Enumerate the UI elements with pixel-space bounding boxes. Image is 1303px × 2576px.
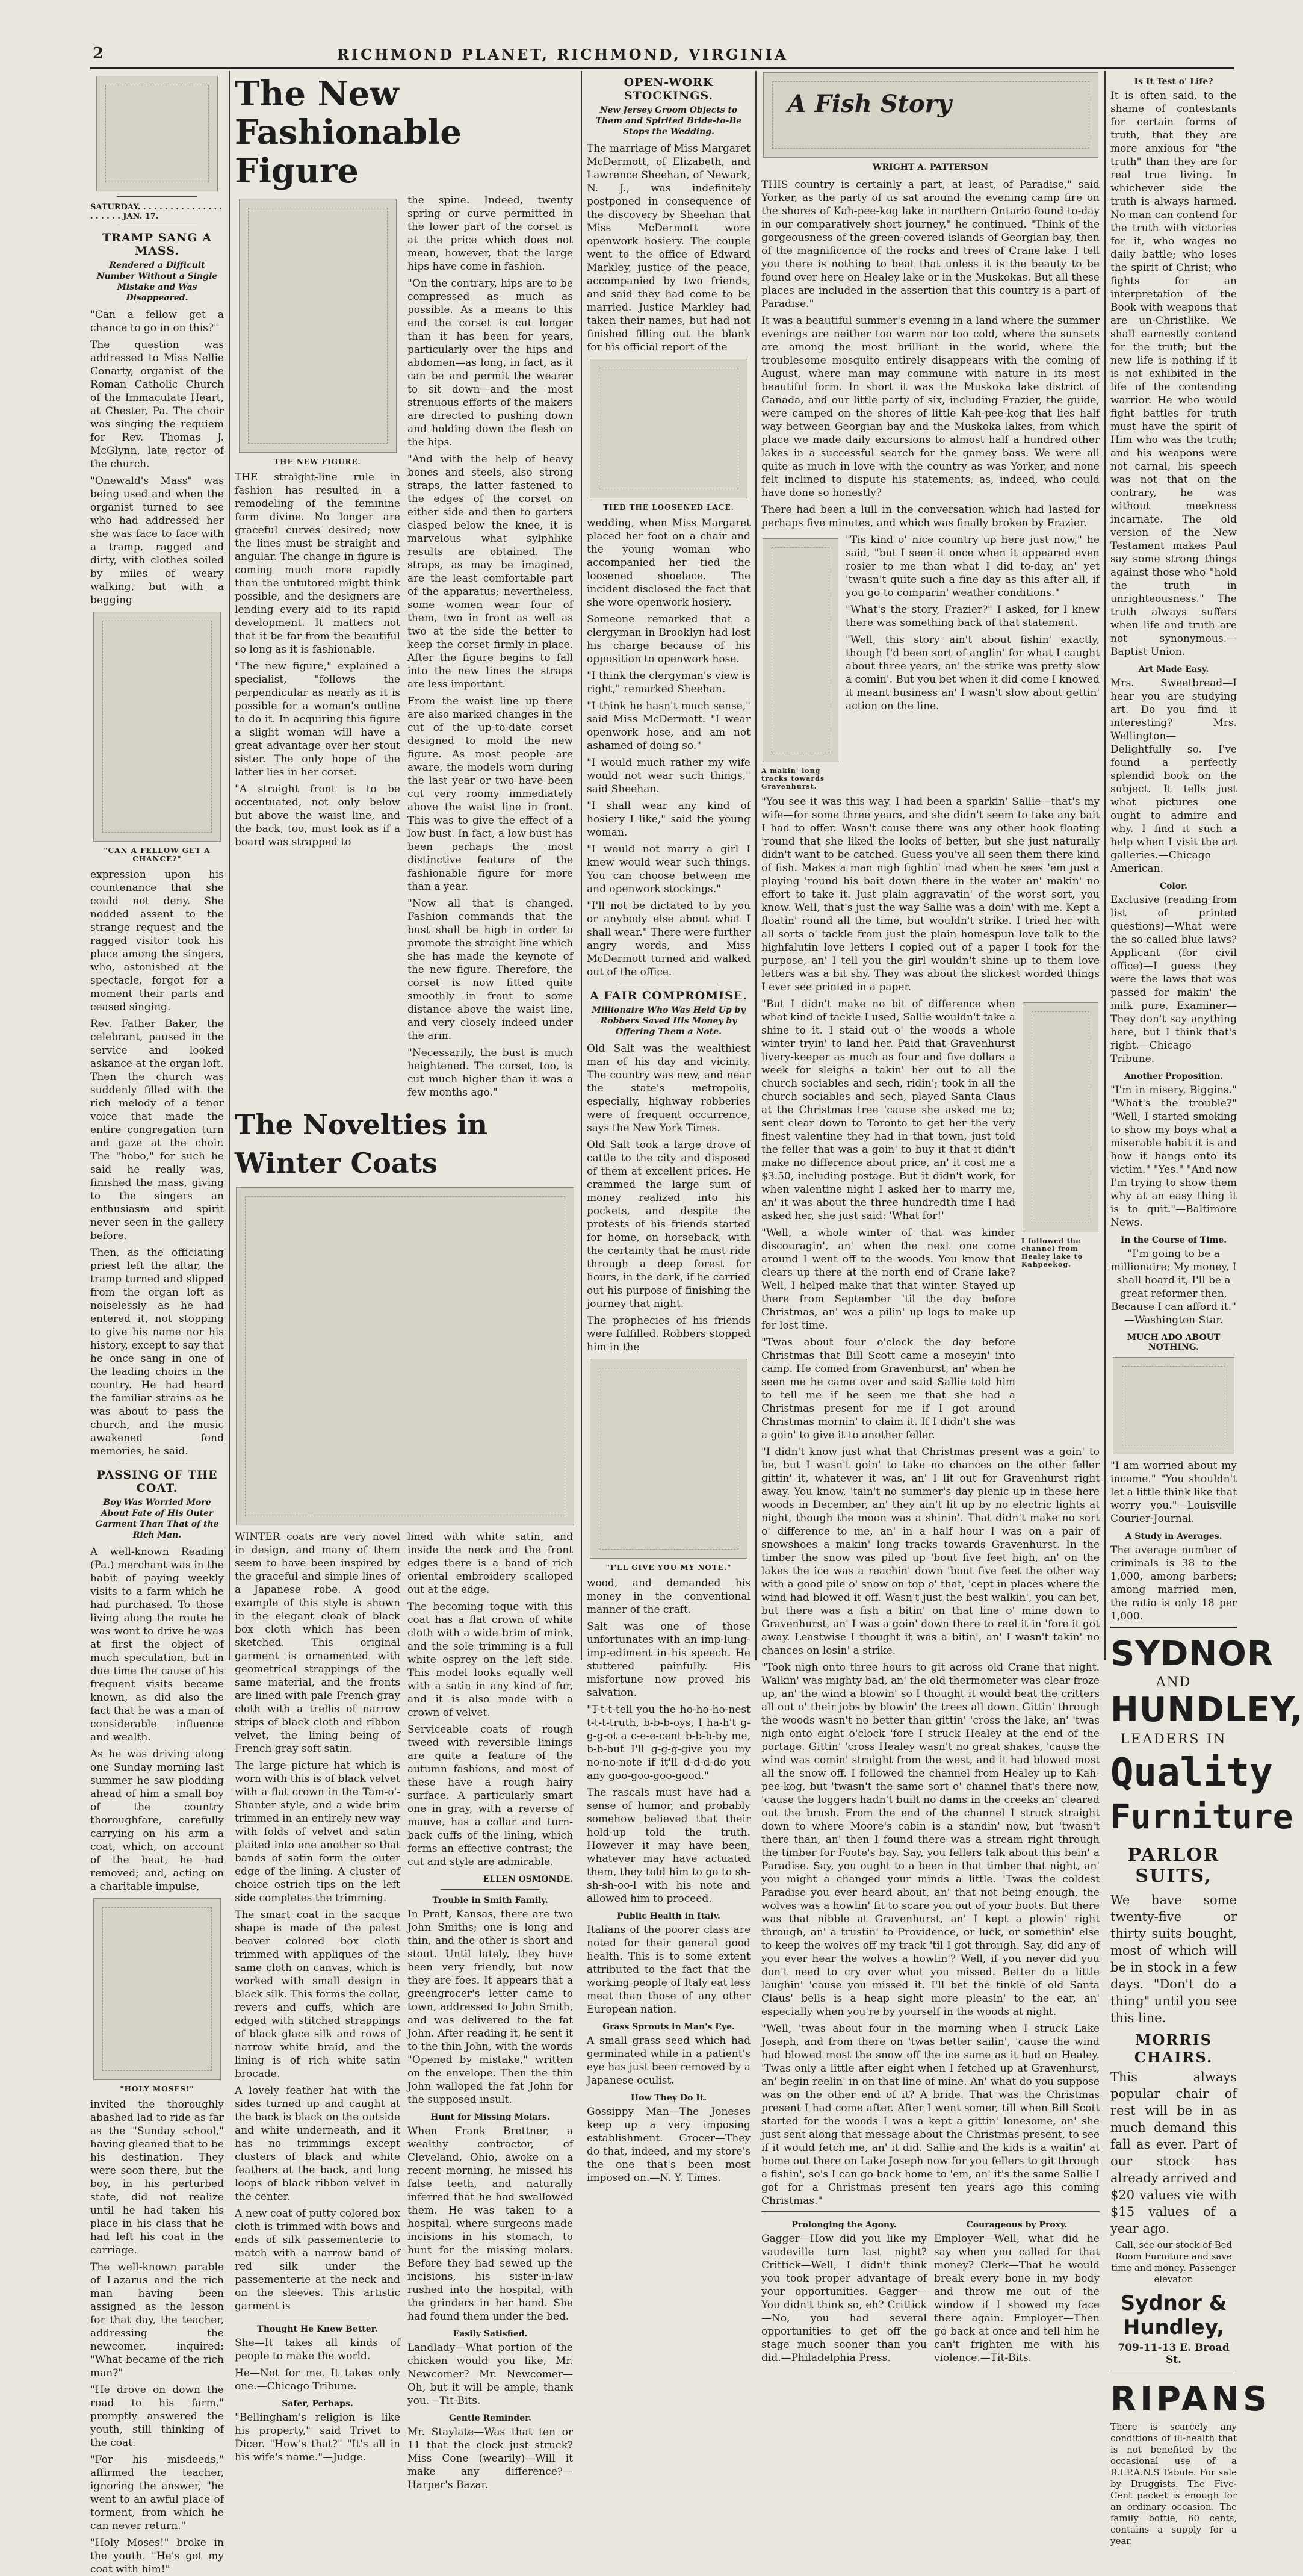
article-title: In the Course of Time.: [1120, 1235, 1227, 1245]
ad-and: AND: [1156, 1675, 1192, 1690]
lady-illustration: [1113, 1357, 1234, 1454]
article-title: Trouble in Smith Family.: [432, 1896, 548, 1905]
article-subtitle: Millionaire Who Was Held Up by Robbers Saved His Money by Offering Them a Note.: [592, 1005, 746, 1037]
caption: I followed the channel from Healey lake to Kahpeekog.: [1021, 1237, 1083, 1268]
paragraph: A new coat of putty colored box cloth is trimmed with bows and ends of silk passementerie to match with a narrow band of red silk under the passementerie at the neck and on the sleeves. This artistic garment is: [235, 2208, 400, 2312]
paragraph: Then, as the officiating priest left the altar, the tramp turned and slipped from the organ loft as noiselessly as he had entered it, not stopping to give his name nor his history, except to say that he once sang in one of the leading choirs in the country. He had heard the familiar strains as he was about to pass the church, and the music awakened fond memories, he said.: [90, 1247, 224, 1457]
paragraph: "I think the clergyman's view is right," remarked Sheehan.: [587, 670, 751, 695]
paragraph: "Twas about four o'clock the day before Christmas that Bill Scott came a moseyin' into camp. He comed from Gravenhurst, an' when he seen me he came over and said Sallie told him to tell me if he seen me that she had a Christmas present for me if I got around Christmas mornin' to claim it. If I didn't she was a goin' to give it to another feller.: [761, 1336, 1015, 1441]
ad-body: There is scarcely any conditions of ill-health that is not benefited by the occasional use of a R.I.P.A.N.S Tabule. For sale by Druggists. The Five-Cent packet is enough for an ordinary occasion. The family bottle, 60 cents, contains a supply for a year.: [1110, 2421, 1237, 2547]
ad-body: We have some twenty-five or thirty suits bought, most of which will be in stock in a few days. "Don't do a thing" until you see this line.: [1110, 1893, 1237, 2025]
article-title: Is It Test o' Life?: [1134, 77, 1213, 87]
article-subtitle: New Jersey Groom Objects to Them and Spirited Bride-to-Be Stops the Wedding.: [595, 105, 742, 137]
shoelace-illustration: [590, 359, 747, 498]
article-title: Prolonging the Agony.: [791, 2220, 897, 2230]
article-title: Hunt for Missing Molars.: [430, 2112, 550, 2122]
paragraph: "I think he hasn't much sense," said Miss McDermott. "I wear openwork hose, and am not ashamed of doing so.": [587, 700, 751, 752]
trail-illustration: [1023, 1002, 1098, 1232]
paragraph: lined with white satin, and inside the neck and the front edges there is a band of rich oriental embroidery scalloped out at the edge.: [407, 1531, 573, 1596]
paragraph: "I would not marry a girl I knew would wear such things. You can choose between me and openwork stockings.": [587, 843, 751, 895]
ad-address: 709-11-13 E. Broad St.: [1118, 2342, 1230, 2366]
paragraph: Someone remarked that a clergyman in Brooklyn had lost his charge because of his opposition to openwork hose.: [587, 613, 751, 665]
paragraph: "A straight front is to be accentuated, not only below but above the waist line, and the back, too, must look as if a board was strapped to: [235, 783, 400, 848]
paragraph: Exclusive (reading from list of printed questions)—What were the so-called blue laws? Applicant (for civil office)—I guess they were the laws that was passed for makin' the milk pure. Examiner—They don't say anything here, but I think that's right.—Chicago Tribune.: [1110, 894, 1237, 1065]
column-left: [90, 71, 224, 2575]
ad-body: This always popular chair of rest will be in as much demand this fall as ever. Part of our stock has already arrived and $20 values vie with $15 values of a year ago.: [1110, 2070, 1237, 2236]
ad-name: SYDNOR: [1110, 1634, 1274, 1674]
paragraph: The large picture hat which is worn with this is of black velvet with a flat crown in the Tam-o'-Shanter style, and a wide brim trimmed in an entirely new way with folds of velvet and satin plaited into one another so that bands of satin form the outer edge of the lining. A cluster of choice ostrich tips on the left side completes the trimming.: [235, 1760, 400, 1904]
paragraph: The average number of criminals is 38 to the 1,000, among barbers; among married men, the ratio is only 18 per 1,000.: [1110, 1544, 1237, 1622]
paragraph: "Tis kind o' nice country up here just now," he said, "but I seen it once when it appeared even rosier to me than what I did to-day, an' yet 'twasn't quite such a fine day as this after all, if you go to comparin' weather conditions.": [846, 534, 1100, 599]
paragraph: "But I didn't make no bit of difference when what kind of tackle I used, Sallie wouldn't take a shine to it. I staid out o' the woods a whole winter tryin' to land her. Paid that Gravenhurst livery-keeper as much as four and five dollars a week for sleighs a takin' her out to all the church sociables and sech, ridin'; took in all the church sociables and sech, played Santa Claus at the Christmas tree 'cause she asked me to; sent clear down to Toronto to get her the very finest valentine they had in that town, just told the feller that was a goin' to buy it that it didn't make no difference about price, an' it cost me a $3.50, including postage. But it didn't work, for when valentine night I asked her to marry me, an' it was about the three hundredth time I had asked her, she just said: 'What for!': [761, 998, 1015, 1222]
paragraph: Old Salt was the wealthiest man of his day and vicinity. The country was new, and near the state's metropolis, especially, highway robberies were of frequent occurrence, says the New York Times.: [587, 1043, 751, 1134]
byline: WRIGHT A. PATTERSON: [872, 163, 989, 172]
paragraph: The prophecies of his friends were fulfilled. Robbers stopped him in the: [587, 1315, 751, 1353]
ad-quality: Quality: [1110, 1751, 1273, 1795]
paragraph: Mrs. Sweetbread—I hear you are studying art. Do you find it interesting? Mrs. Wellington—Delightfully so. I've found a perfectly splendid book on the subject. It tells just what pictures one ought to admire and why. I find it such a help when I visit the art galleries.—Chicago American.: [1110, 677, 1237, 875]
article-title: TRAMP SANG A MASS.: [102, 231, 212, 258]
paragraph: Gagger—How did you like my vaudeville turn last night? Crittick—Well, I didn't think you took proper advantage of your opportunities. Gagger—You didn't think so, eh? Crittick—No, you had several opportunities to get off the stage much sooner than you did.—Philadelphia Press.: [761, 2233, 927, 2364]
ad-signature: Sydnor & Hundley,: [1120, 2291, 1227, 2339]
article-title: OPEN-WORK STOCKINGS.: [624, 76, 714, 102]
article-title: Thought He Knew Better.: [257, 2324, 378, 2334]
story-title: A Fish Story: [787, 90, 952, 118]
paragraph: "The new figure," explained a specialist, "follows the perpendicular as nearly as it is possible for a woman's outline to do it. In acquiring this figure a slight woman will have a great advantage over her stout sister. The only hope of the latter lies in her corset.: [235, 660, 400, 778]
paragraph: "I'll not be dictated to by you or anybody else about what I shall wear." There were further angry words, and Miss McDermott turned and walked out of the office.: [587, 900, 751, 978]
paragraph: "He drove on down the road to his farm," promptly answered the youth, still thinking of the coat.: [90, 2384, 224, 2449]
article-title: Art Made Easy.: [1138, 665, 1209, 674]
paragraph: "For his misdeeds," affirmed the teacher, ignoring the answer, "he went to an awful place of torment, from which he can never return.": [90, 2454, 224, 2532]
ad-tagline: LEADERS IN: [1120, 1732, 1227, 1747]
column-rule: [581, 71, 582, 1660]
advertisement-sydnor-hundley: [1110, 1627, 1303, 2547]
paragraph: "I am worried about my income." "You shouldn't let a little think like that worry you."—Louisville Courier-Journal.: [1110, 1460, 1237, 1525]
paragraph: "I'm in misery, Biggins." "What's the trouble?" "Well, I started smoking to show my boys what a miserable habit it is and how it hangs onto its victim." "Yes." "And now I'm trying to show them why at an easy thing it is to quit."—Baltimore News.: [1110, 1084, 1237, 1229]
article-title: Grass Sprouts in Man's Eye.: [602, 2022, 735, 2032]
paragraph: THIS country is certainly a part, at least, of Paradise," said Yorker, as the party of us sat around the evening camp fire on the shores of Kah-pee-kog lake in northern Ontario found to-day in our comparatively short journey," he continued. "Think of the gorgeousness of the green-covered islands of Georgian bay, then of the magnificence of the rocks and trees of Crane lake. I tell you there is nothing to beat that unless it is the beauty to be found over here on Healey lake or in the Muskokas. But all these places are included in the assertion that this country is a part of Paradise.": [761, 179, 1100, 310]
article-title: A Study in Averages.: [1125, 1532, 1222, 1541]
caption: "HOLY MOSES!": [120, 2085, 194, 2093]
paragraph: the spine. Indeed, twenty spring or curve permitted in the lower part of the corset is at the price which does not mean, however, that the large hips have come in fashion.: [407, 194, 573, 273]
tramp-illustration: [93, 612, 221, 842]
column-rule: [755, 71, 757, 1660]
caption: TIED THE LOOSENED LACE.: [603, 503, 734, 512]
paragraph: "Necessarily, the bust is much heightened. The corset, too, is cut much higher than it was a few months ago.": [407, 1047, 573, 1099]
column-rule: [1104, 71, 1106, 1660]
paragraph: In Pratt, Kansas, there are two John Smiths; one is long and thin, and the other is short and stout. Until lately, they have been very friendly, but now they are foes. It appears that a greengrocer's letter came to town, addressed to John Smith, and was delivered to the fat John. After reading it, he sent it to the thin John, with the words "Opened by mistake," written on the envelope. Then the thin John walloped the fat John for the supposed insult.: [407, 1908, 573, 2106]
paragraph: "T-t-t-tell you the ho-ho-ho-nest t-t-t-truth, b-b-b-oys, I ha-h't g-g-g-ot a c-e-e-cent b-b-b-by me, b-b-but I'll g-g-g-give you my no-no-note if it'll d-d-d-do you any goo-goo-goo-good.": [587, 1704, 751, 1782]
paragraph: "What's the story, Frazier?" I asked, for I knew there was something back of that statement.: [846, 604, 1100, 629]
paragraph: The question was addressed to Miss Nellie Conarty, organist of the Roman Catholic Church of the Immaculate Heart, at Chester, Pa. The choir was singing the requiem for Rev. Thomas J. McGlynn, late rector of the church.: [90, 339, 224, 470]
robbers-illustration: [590, 1359, 747, 1559]
paragraph: "I shall wear any kind of hosiery I like," said the young woman.: [587, 800, 751, 839]
ad-name: HUNDLEY,: [1110, 1690, 1303, 1730]
paragraph: "Well, this story ain't about fishin' exactly, though I'd been sort of anglin' for what I caught about three years, an' the strike was pretty slow a comin'. But you bet when it did come I knowed it meant business an' I wasn't slow about gettin' action on the line.: [846, 634, 1100, 712]
paragraph: WINTER coats are very novel in design, and many of them seem to have been inspired by the graceful and simple lines of a Japanese robe. A good example of this style is shown in the elegant cloak of black box cloth which has been sketched. This original garment is ornamented with geometrical strappings of the same material, and the fronts are lined with pale French gray cloth with a trellis of narrow strips of black cloth and ribbon velvet, the lining being of French gray soft satin.: [235, 1531, 400, 1755]
article-title: A FAIR COMPROMISE.: [590, 989, 747, 1002]
paragraph: Gossippy Man—The Joneses keep up a very imposing establishment. Grocer—They do that, indeed, and my store's the one that's been most imposed on.—N. Y. Times.: [587, 2106, 751, 2184]
column-right: [1110, 71, 1303, 2547]
paragraph: It is often said, to the shame of contestants for certain forms of truth, that they are more anxious for "the truth" than they are for real true living. In whichever side the truth is always harmed. No man can contend for the truth with victories for it, who wages no daily battle; who loses the spirit of Christ; who fights for an interpretation of the Book with weapons that are un-Christlike. We shall earnestly contend for the truth; but the new life is nothing if it is not exhibited in the life of the contending warrior. He who would fight battles for truth must have the spirit of Him who was the truth; and his weapons were not carnal, his speech was not that on the contrary, he was without meekness incarnate. The old version of the New Testament makes Paul say some strong things against those who "hold the truth in unrighteousness." The truth always suffers when life and truth are not synonymous.—Baptist Union.: [1110, 90, 1237, 658]
paragraph: wedding, when Miss Margaret placed her foot on a chair and the young woman who accompanied her tied the loosened shoelace. The incident disclosed the fact that she wore openwork hosiery.: [587, 517, 751, 609]
paragraph: "I didn't know just what that Christmas present was a goin' to be, but I wasn't goin' to take no chances on the other feller gittin' it, whatever it was, an' I lit out for Gravenhurst right away. You know, 'tain't no summer's day plenic up in these here woods in December, an' they ain't lit up by no electric lights at night, though the moon was a shinin'. That didn't make no sort o' difference to me, an' in a half hour I was on a pair of snowshoes a makin' long tracks towards Gravenhurst. In the timber the snow was piled up 'bout five feet high, an' on the lakes the ice was a reachin' down 'bout five feet the other way with a good pile o' snow on top o' that, 'cept in places where the wind had blowed it off. Wasn't just the best walkin', you can bet, but there was a fish a bitin' on that line o' mine down to Gravenhurst, an' I was a goin' down there to reel it in 'fore it got away. Leastwise I thought it was a bitin', an' I wasn't takin' no chances on losin' a strike.: [761, 1446, 1100, 1657]
paragraph: Mr. Staylate—Was that ten or 11 that the clock just struck? Miss Cone (wearily)—Will it make any difference?—Harper's Bazar.: [407, 2426, 573, 2491]
snowshoe-illustration: [763, 538, 838, 762]
article-title: MUCH ADO ABOUT NOTHING.: [1127, 1333, 1221, 1352]
article-subtitle: Rendered a Difficult Number Without a Single Mistake and Was Disappeared.: [96, 261, 218, 303]
paragraph: Italians of the poorer class are noted for their general good health. This is to some extent attributed to the fact that the working people of Italy eat less meat than those of any other European nation.: [587, 1924, 751, 2016]
paragraph: "Onewald's Mass" was being used and when the organist turned to see who had addressed her she was face to face with a tramp, ragged and dirty, with clothes soiled by miles of weary walking, but with a begging: [90, 475, 224, 606]
divider: [117, 196, 197, 197]
paragraph: THE straight-line rule in fashion has resulted in a remodeling of the feminine form divine. No longer are graceful curves desired; now the lines must be straight and angular. The change in figure is coming much more rapidly than the untutored might think possible, and the designers are lending every aid to its rapid development. It matters not that it be far from the beautiful so long as it is fashionable.: [235, 471, 400, 656]
vignette-illustration: [96, 76, 218, 191]
story-header-illustration: [763, 72, 1098, 158]
classroom-illustration: [93, 1898, 221, 2080]
paragraph: She—It takes all kinds of people to make the world.: [235, 2337, 400, 2362]
caption: "I'LL GIVE YOU MY NOTE.": [605, 1563, 732, 1572]
paragraph: "Well, a whole winter of that was kinder discouragin', an' when the next one come around I went off to the woods. You know that clears up there at the north end of Crane lake? Well, I helped make that that winter. Stayed up there from September 'til the day before Christmas, an' was a pilin' up logs to make up for lost time.: [761, 1227, 1015, 1332]
paragraph: As he was driving along one Sunday morning last summer he saw plodding ahead of him a small boy of the country thoroughfare, carefully carrying on his arm a coat, which, on account of the heat, he had removed; and, acting on a charitable impulse,: [90, 1748, 224, 1893]
paragraph: "On the contrary, hips are to be compressed as much as possible. As a means to this end the corset is cut longer than it has been for years, particularly over the hips and abdomen—as long, in fact, as it can be and permit the wearer to sit down—and the most strenuous efforts of the makers are directed to pushing down and holding down the flesh on the hips.: [407, 278, 573, 448]
paragraph: There had been a lull in the conversation which had lasted for perhaps five minutes, and which was finally broken by Frazier.: [761, 504, 1100, 529]
article-title: Easily Satisfied.: [453, 2329, 528, 2339]
article-title: How They Do It.: [630, 2093, 707, 2103]
article-title: Color.: [1159, 881, 1188, 891]
paragraph: He—Not for me. It takes only one.—Chicago Tribune.: [235, 2367, 400, 2392]
paragraph: expression upon his countenance that she could not deny. She nodded assent to the strange request and the ragged visitor took his place among the singers, who, astonished at the spectacle, forgot for a moment their parts and ceased singing.: [90, 869, 224, 1013]
paragraph: The marriage of Miss Margaret McDermott, of Elizabeth, and Lawrence Sheehan, of Newark, N. J., was indefinitely postponed in consequence of the discovery by Sheehan that Miss McDermott wore openwork hosiery. The couple went to the office of Edward Markley, justice of the peace, accompanied by two friends, and said they had come to be married. Justice Markley had taken their names, but had not finished filling out the blank for his official report of the: [587, 143, 751, 353]
paragraph: "Took nigh onto three hours to git across old Crane that night. Walkin' was mighty bad, an' the old thermometer was clear froze up, an' the wind a blowin' so I thought it would beat the critters all out o' their jobs by blowin' the trees all down. Gittin' through the woods wasn't no better than gittin' 'cross the lake, an' 'twas nigh onto eight o'clock 'fore I struck Healey at the end of the portage. Gittin' 'cross Healey wasn't no great shakes, 'cause the wind was comin' straight from the west, and it had blowed most all the snow off. I followed the channel from Healey up to Kah-pee-kog, but 'twasn't the same sort o' channel that's there now, 'cause the loggers hadn't built no dams in the creeks an' cleared out the brush. From the end of the channel I struck straight down to where Moore's cabin is a standin' now, but 'twasn't there than, an' then I found there was a stream right through the timber for Foote's bay. Say, you fellers talk about this bein' a Paradise. Say, you ought to a been in that timber that night, an' you might a changed your minds a little. 'Twas the coldest Paradise you ever heard about, an' that not being enough, the wolves was a howlin' fit to scare you out of your boots. But there was that nibble at Gravenhurst, an' I kept a plowin' right through, an' a trustin' to Providence, or luck, or somethin' else to keep the wolves off my track 'til I got through. Say, did any of you ever hear the wolves a howlin'? Well, if you never did you don't need to cry over what you missed. Better do a little laughin' 'cause you missed it. I'll bet the tinkle of old Santa Claus' bells is a heap sight more pleasin' to the ear, an' especially when you're by yourself in the woods at night.: [761, 1662, 1100, 2018]
paragraph: Employer—Well, what did he say when you called for that money? Clerk—That he would break every bone in my body and throw me out of the window if I showed my face there again. Employer—Then go back at once and tell him he can't frighten me with his violence.—Tit-Bits.: [934, 2233, 1100, 2364]
ad-furniture: Furniture: [1110, 1798, 1293, 1837]
column-rule: [229, 71, 230, 1660]
issue-date: SATURDAY. . . . . . . . . . . . . . . . . . . . . . JAN. 17.: [90, 203, 223, 221]
column-middle: [587, 71, 751, 2184]
paragraph: wood, and demanded his money in the conventional manner of the craft.: [587, 1577, 751, 1616]
new-figure-illustration: [239, 199, 397, 453]
winter-coats-illustration: [236, 1187, 574, 1525]
paragraph: "Bellingham's religion is like his property," said Trivet to Dicer. "How's that?" "It's all in his wife's name."—Judge.: [235, 2412, 400, 2463]
article-title: Courageous by Proxy.: [966, 2220, 1068, 2230]
paragraph: The smart coat in the sacque shape is made of the palest beaver colored box cloth trimmed with appliques of the same cloth on canvas, which is worked with small design in black silk. This forms the collar, revers and cuffs, which are edged with stitched strappings of black glace silk and rows of narrow white braid, and the lining is of rich white satin brocade.: [235, 1909, 400, 2080]
paragraph: The well-known parable of Lazarus and the rich man having been assigned as the lesson for that day, the teacher, addressing the newcomer, inquired: "What became of the rich man?": [90, 2261, 224, 2379]
paragraph: invited the thoroughly abashed lad to ride as far as the "Sunday school," having gleaned that to be his destination. They were soon there, but the boy, in his perturbed state, did not realize until he had taken his place in his class that he had left his coat in the carriage.: [90, 2099, 224, 2256]
paragraph: From the waist line up there are also marked changes in the cut of the up-to-date corset designed to mold the new figure. As most people are aware, the models worn during the last year or two have been cut very roomy immediately above the waist line in front. This was to give the effect of a low bust. In fact, a low bust has been perhaps the most distinctive feature of the fashionable figure for more than a year.: [407, 695, 573, 893]
paragraph: The rascals must have had a sense of humor, and probably somehow believed that their hold-up told the truth. However it may have been, whatever may have actuated them, they told him to go to sh-sh-sh-oo-l with his note and allowed him to proceed.: [587, 1787, 751, 1905]
article-title: Another Proposition.: [1124, 1072, 1223, 1081]
caption: THE NEW FIGURE.: [274, 458, 361, 466]
paragraph: Serviceable coats of rough tweed with reversible linings are quite a feature of the autumn fashions, and most of these have a rough hairy surface. A particularly smart one in gray, with a reverse of mauve, has a collar and turn-back cuffs of the lining, which forms an effective contrast; the cut and style are admirable.: [407, 1724, 573, 1868]
divider: [441, 1889, 540, 1890]
paragraph: "And with the help of heavy bones and steels, also strong straps, the latter fastened to the edges of the corset on either side and then to garters clasped below the knee, it is marvelous what sylphlike results are obtained. The straps, as may be imagined, are the least comfortable part of the apparatus; nevertheless, some women wear four of them, two in front as well as two at the side the better to keep the corset firmly in place. After the figure begins to fall into the new lines the straps are less important.: [407, 453, 573, 691]
page-number: 2: [93, 45, 104, 63]
top-rule: [90, 67, 1234, 69]
article-title: The Novelties in Winter Coats: [235, 1108, 487, 1179]
paragraph: "Now all that is changed. Fashion commands that the bust shall be high in order to promote the straight line which she has made the keynote of the new figure. Therefore, the corset is now fitted quite smoothly in front to some distance above the waist line, and very closely indeed under the arm.: [407, 898, 573, 1042]
masthead-title: RICHMOND PLANET, RICHMOND, VIRGINIA: [337, 46, 788, 63]
ad-call: Call, see our stock of Bed Room Furniture and save time and money. Passenger elevator.: [1111, 2239, 1236, 2285]
paragraph: "Well, 'twas about four in the morning when I struck Lake Joseph, and from there on 'twas better sailin', 'cause the wind had blowed most the snow off the ice same as it had on Healey. 'Twas only a little after eight when I fetched up at Gravenhurst, an' begin reelin' in on that line of mine. An' what do you suppose was on the other end of it? A bride. That was the Christmas present I had come after. After I went somer, till when Bill Scott started for the woods I was a kept a gittin' lonesome, an' she just sent along that message about the Christmas present, to see if it would fetch me, an' it did. Sallie and the kids is a waitin' at home out there on Lake Joseph now for you fellers to git through a fishin', so's I can go back home to 'em, an' it's the same Sallie I got for a Christmas present ten years ago this coming Christmas.": [761, 2023, 1100, 2207]
caption: A makin' long tracks towards Gravenhurst.: [761, 767, 825, 790]
article-title: Public Health in Italy.: [617, 1911, 720, 1921]
article-subtitle: Boy Was Worried More About Fate of His Outer Garment Than That of the Rich Man.: [95, 1498, 219, 1540]
paragraph: When Frank Brettner, a wealthy contractor, of Cleveland, Ohio, awoke on a recent morning, he missed his false teeth, and naturally inferred that he had swallowed them. He was taken to a hospital, where surgeons made incisions in his stomach, to hunt for the missing molars. Before they had sewed up the incisions, his sister-in-law rushed into the hospital, with the grinders in her hand. She had found them under the bed.: [407, 2125, 573, 2323]
article-title: Gentle Reminder.: [448, 2413, 532, 2423]
paragraph: A small grass seed which had germinated while in a patient's eye has just been removed by a Japanese oculist.: [587, 2035, 751, 2087]
ad-parlor: PARLOR SUITS,: [1127, 1845, 1220, 1887]
paragraph: Landlady—What portion of the chicken would you like, Mr. Newcomer? Mr. Newcomer—Oh, but it will be ample, thank you.—Tit-Bits.: [407, 2342, 573, 2407]
article-title: PASSING OF THE COAT.: [96, 1468, 218, 1495]
author-signature: ELLEN OSMONDE.: [483, 1875, 573, 1884]
paragraph: "Holy Moses!" broke in the youth. "He's got my coat with him!": [90, 2537, 224, 2575]
paragraph: Salt was one of those unfortunates with an imp-lung-imp-ediment in his speech. He stuttered painfully. His misfortune now proved his salvation.: [587, 1621, 751, 1699]
column-fashion: [235, 71, 575, 2491]
paragraph: The becoming toque with this coat has a flat crown of white cloth with a wide brim of mink, and the sole trimming is a full white osprey on the left side. This model looks equally well with a satin in any kind of fur, and it is also made with a crown of velvet.: [407, 1601, 573, 1719]
ad-ripans: RIPANS: [1110, 2380, 1271, 2419]
ad-morris: MORRIS CHAIRS.: [1134, 2031, 1213, 2066]
caption: "CAN A FELLOW GET A CHANCE?": [104, 846, 211, 863]
paragraph: Rev. Father Baker, the celebrant, paused in the service and looked askance at the organ loft. Then the church was suddenly filled with the rich melody of a tenor voice that made the entire congregation turn and gaze at the choir. The "hobo," for such he said he really was, finished the mass, giving to the singers an enthusiasm and spirit never seen in the gallery before.: [90, 1018, 224, 1242]
paragraph: A lovely feather hat with the sides turned up and caught at the back is black on the outside and white underneath, and it has no trimmings except clusters of black and white feathers at the back, and long loops of black ribbon velvet in the center.: [235, 2085, 400, 2203]
article-title: Safer, Perhaps.: [282, 2399, 353, 2409]
paragraph: It was a beautiful summer's evening in a land where the summer evenings are neither too warm nor too cold, where the sunsets are among the most brilliant in the world, where the troublesome mosquito entirely disappears with the coming of August, where man may commune with nature in its most beautiful form. In short it was the Muskoka lake district of Canada, and our little party of six, including Frazier, the guide, were camped on the shores of little Kah-pee-kog that lies half way between Georgian bay and the Muskoka lakes, from which place we made daily excursions to almost half a hundred other lakes in a successful search for the gamey bass. We were all quite as much in love with the country as was Yorker, and none felt inclined to dispute his statements, as, indeed, who could have done so honestly?: [761, 315, 1100, 499]
paragraph: A well-known Reading (Pa.) merchant was in the habit of paying weekly visits to a farm which he had purchased. To those living along the route he was wont to drive he was at first the object of much speculation, but in due time the cause of his frequent visits became known, as did also the fact that he was a man of considerable influence and wealth.: [90, 1546, 224, 1743]
article-title: The New Fashionable Figure: [235, 74, 462, 191]
paragraph: "You see it was this way. I had been a sparkin' Sallie—that's my wife—for some three years, and she didn't seem to take any bait I had to offer. Wasn't cause there was any other hook floating 'round that she liked the looks of better, but she just naturally didn't want to be catched. Guess you've all seen them there kind of fish. Makes a man nigh fightin' mad when he sees 'em just a playing 'round his bait down there in the water an' makin' no effort to take it. Just plain aggravatin' of the worst sort, you know. Well, that's just the way Sallie was a doin' with me. Kept a floatin' round all the time, but wouldn't strike. I tried her with all sorts o' tackle from just the plain homespun love talk to the highfalutin love letters I copied out of a paper I took for the purpose, an' I tell you the girl wouldn't shine up to them love letters was a bit shy. They was about the slickest worded things I ever see printed in a paper.: [761, 796, 1100, 993]
poem: "I'm going to be a millionaire; My money, I shall hoard it, I'll be a great reformer then, Because I can afford it." —Washington Star.: [1110, 1248, 1237, 1326]
paragraph: "Can a fellow get a chance to go in on this?": [90, 309, 224, 334]
paragraph: Old Salt took a large drove of cattle to the city and disposed of them at excellent prices. He crammed the large sum of money realized into his pockets, and despite the protests of his friends started for home, on horseback, with the certainty that he must ride through a deep forest for hours, in the dark, if he carried out his purpose of finishing the journey that night.: [587, 1139, 751, 1310]
column-story: [761, 71, 1100, 2364]
paragraph: "I would much rather my wife would not wear such things," said Sheehan.: [587, 757, 751, 795]
